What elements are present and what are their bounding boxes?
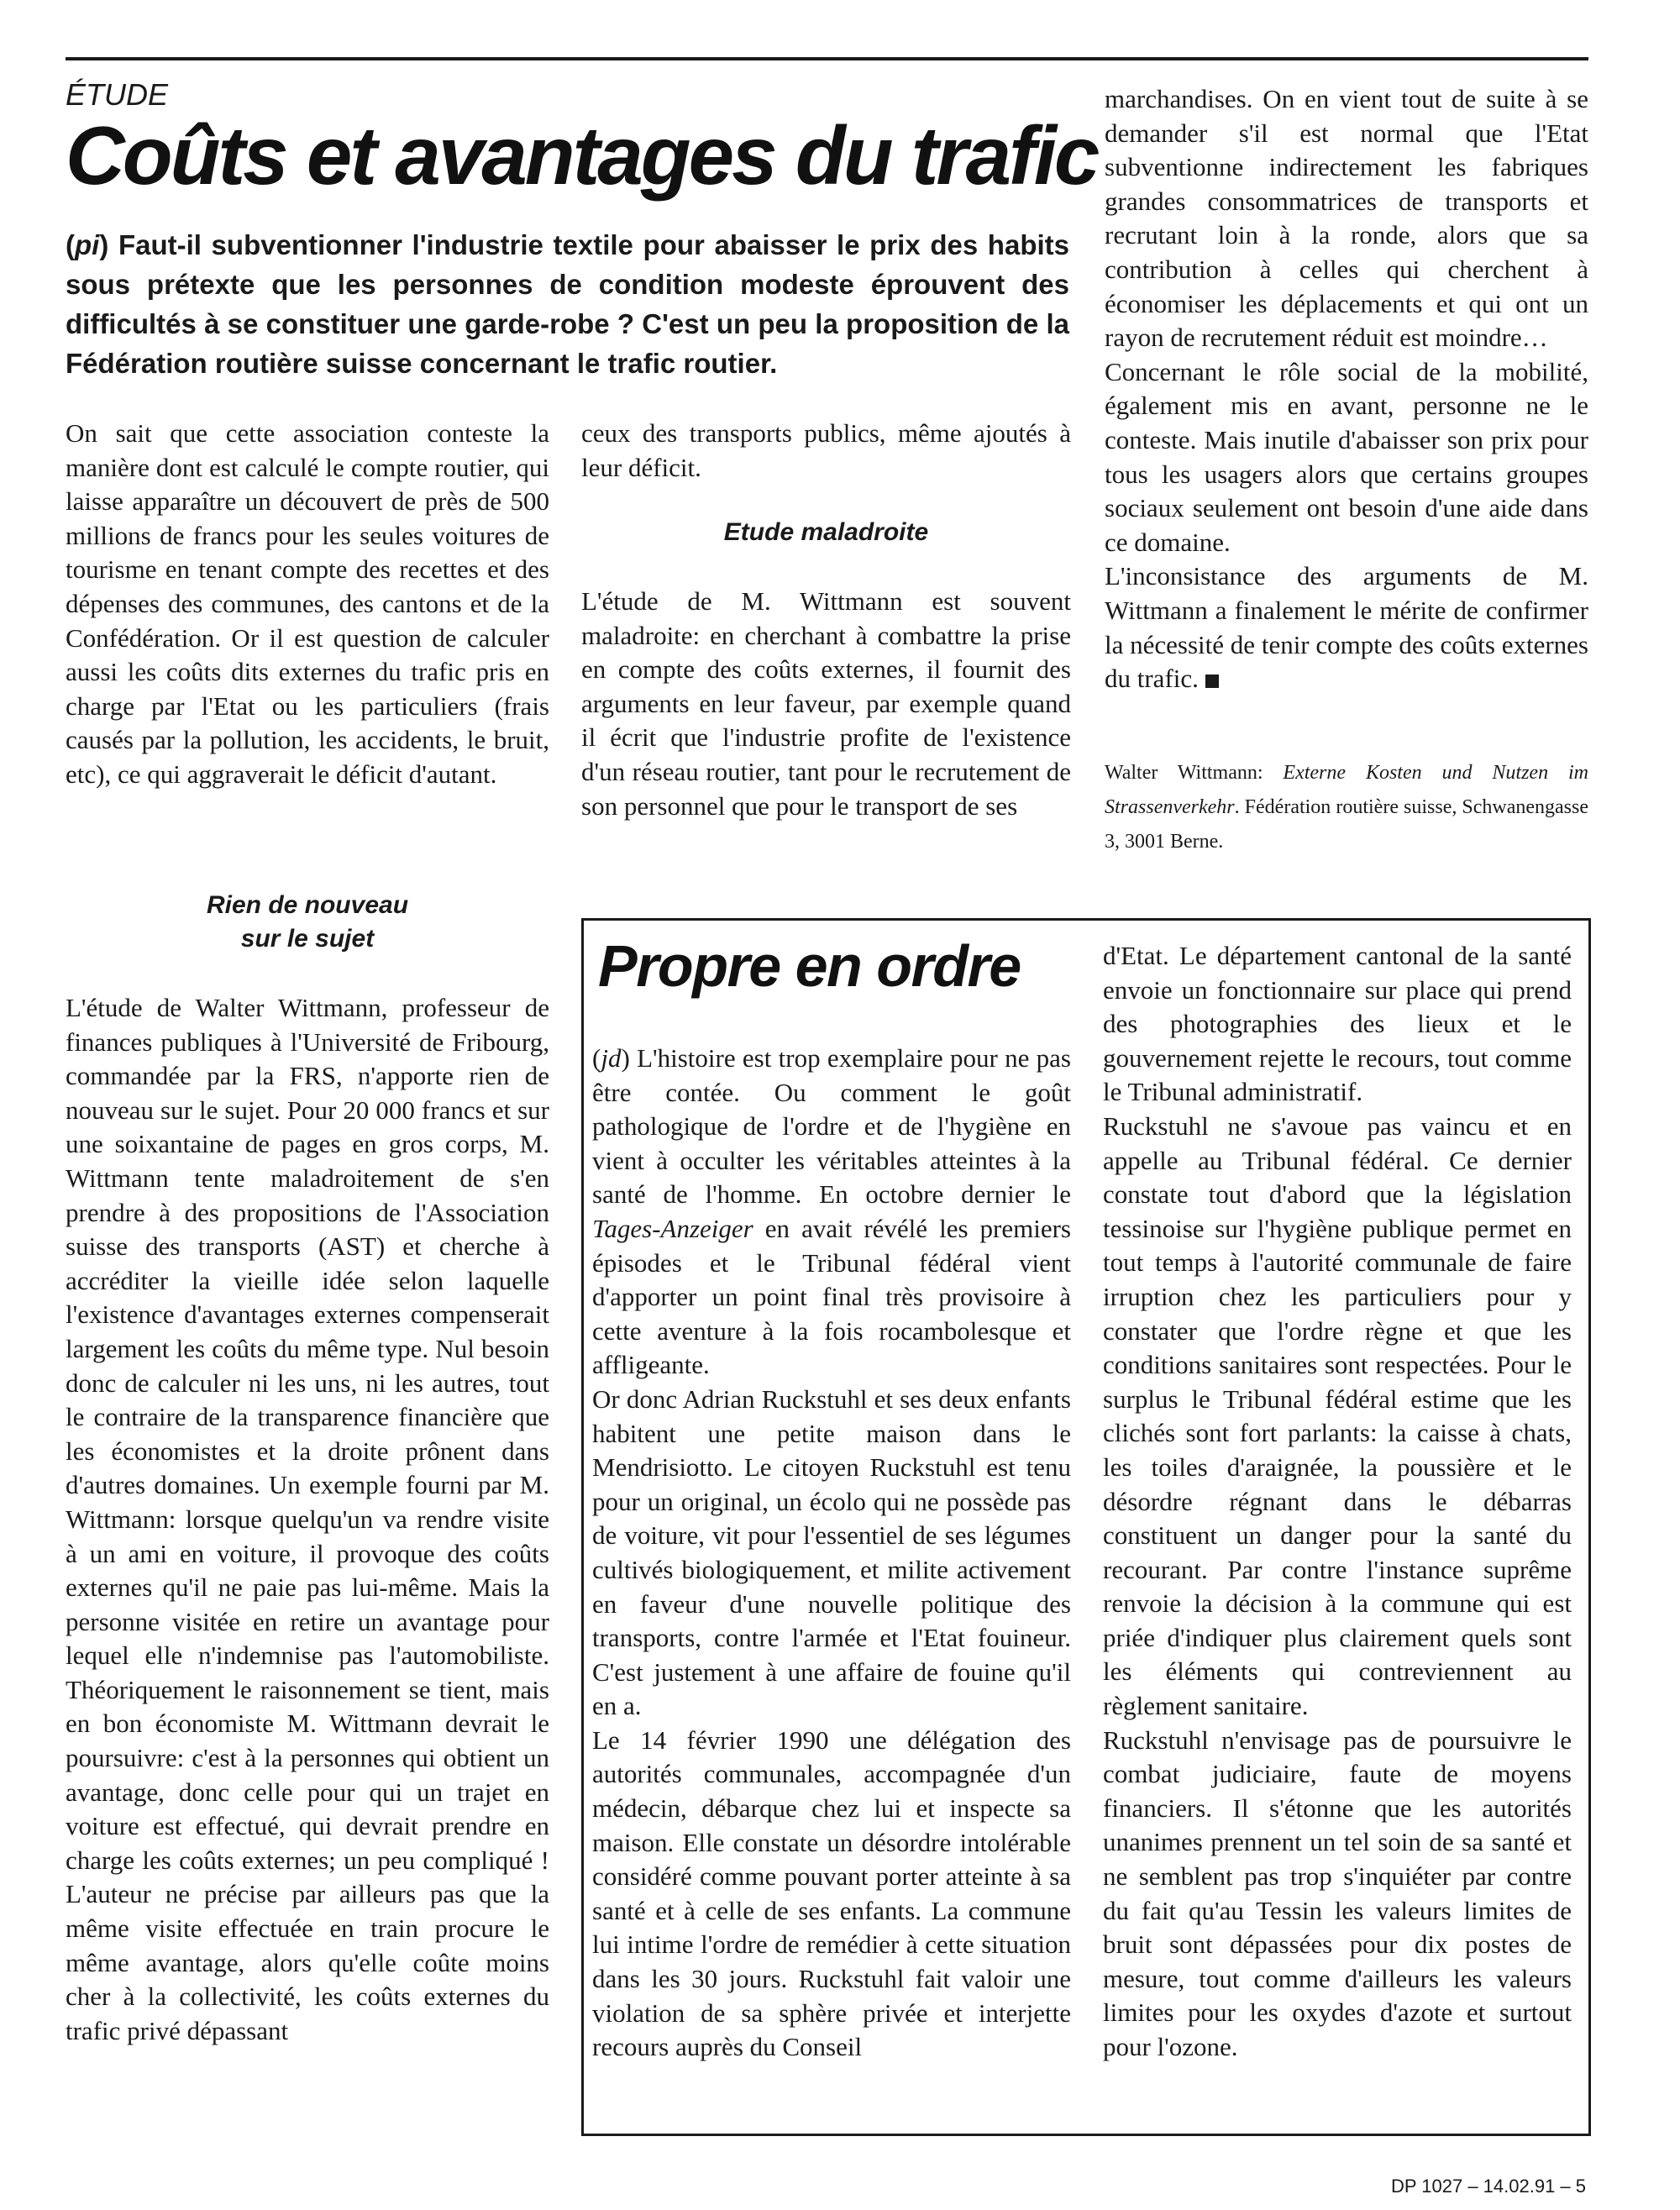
paragraph-final: [1105, 559, 1588, 696]
subheading-rien-de-nouveau: [66, 889, 549, 956]
paragraph: L'étude de Walter Wittmann, professeur de finances publiques à l'Université de Fribourg, commandée par la FRS, n'apporte rien de nouveau sur le sujet. Pour 20 000 francs et sur une soixantaine de pages en gros corps, M. Wittmann tente maladroitement de s'en prendre à des propositions de l'Association suisse des transports (AST) et cherche à accréditer la vieille idée selon laquelle l'existence d'avantages externes compenserait largement les coûts du même type. Nul besoin donc de calculer ni les uns, ni les autres, tout le contraire de la transparence financière que les économistes et la droite prônent dans d'autres domaines. Un exemple fourni par M. Wittmann: lorsque quelqu'un va rendre visite à un ami en voiture, il provoque des coûts externes qu'il ne paie pas lui-même. Mais la personne visitée en retire un avantage pour lequel elle n'indemnise pas l'automobiliste. Théoriquement le raisonnement se tient, mais en bon économiste M. Wittmann devrait le poursuivre: c'est à la personnes qui obtient un avantage, donc celle pour qui un trajet en voiture est effectué, qui devrait prendre en charge les coûts externes; un peu compliqué ! L'auteur ne précise par ailleurs pas que la même visite effectuée en train procure le même avantage, alors qu'elle coûte moins cher à la collectivité, les coûts externes du trafic privé dépassant: [66, 993, 549, 2045]
paragraph: ceux des transports publics, même ajoutés à leur déficit.: [581, 418, 1071, 482]
end-of-article-mark: [1205, 675, 1219, 688]
subheading-etude-maladroite: Etude maladroite: [723, 518, 929, 546]
article1-col1-body: [66, 991, 549, 2048]
reference-title: Externe Kosten und Nutzen im Strassenverkehr: [1105, 762, 1588, 818]
top-rule: [66, 57, 1588, 60]
article2-col1: [592, 1042, 1071, 2065]
article-lead: (pi) Faut-il subventionner l'industrie textile pour abaisser le prix des habits sous prétexte que les personnes de condition modeste éprouvent des difficultés à se constituer une garde-robe ? C'est un peu la proposition de la Fédération routière suisse concernant le trafic routier.: [66, 229, 1069, 379]
reference-author: Walter Wittmann:: [1105, 762, 1284, 784]
reference-publisher: . Fédération routière suisse, Schwanengasse 3, 3001 Berne.: [1105, 796, 1588, 853]
paragraph-text: L'inconsistance des arguments de M. Wittmann a finalement le mérite de confirmer la nécessité de tenir compte des coûts externes du trafic.: [1105, 561, 1588, 694]
article-title: Coûts et avantages du trafic: [66, 109, 1098, 202]
paragraph: Le 14 février 1990 une délégation des autorités communales, accompagnée d'un médecin, débarque chez lui et inspecte sa maison. Elle constate un désordre intolérable considéré comme pouvant porter atteinte à sa santé et à celle de ses enfants. La commune lui intime l'ordre de remédier à cette situation dans les 30 jours. Ruckstuhl fait valoir une violation de sa sphère privée et interjette recours auprès du Conseil: [592, 1724, 1071, 2062]
lead-text: Faut-il subventionner l'industrie textile pour abaisser le prix des habits sous prétexte que les personnes de condition modeste éprouvent des difficultés à se constituer une garde-robe ? C'est un peu la proposition de la Fédération routière suisse concernant le trafic routier.: [66, 229, 1069, 379]
paragraph: Or donc Adrian Ruckstuhl et ses deux enfants habitent une petite maison dans le Mendrisiotto. Le citoyen Ruckstuhl est tenu pour un original, un écolo qui ne possède pas de voiture, vit pour l'essentiel de ses légumes cultivés biologiquement, et milite activement en faveur d'une nouvelle politique des transports, contre l'armée et l'Etat fouineur. C'est justement à une affaire de fouine qu'il en a.: [592, 1383, 1071, 1721]
section-kicker: ÉTUDE: [66, 77, 169, 112]
article2-col2: [1103, 939, 1572, 2065]
newspaper-name: Tages-Anzeiger: [592, 1213, 753, 1243]
paragraph: Concernant le rôle social de la mobilité, également mis en avant, personne ne le conteste. Mais inutile d'abaisser son prix pour tous les usagers alors que certains groupes sociaux seulement ont besoin d'une aide dans ce domaine.: [1105, 356, 1588, 557]
paragraph: On sait que cette association conteste la manière dont est calculé le compte routier, qui laisse apparaître un découvert de près de 500 millions de francs pour les seules voitures de tourisme en tenant compte des recettes et des dépenses des communes, des cantons et de la Confédération. Or il est question de calculer aussi les coûts dits externes du trafic pris en charge par l'Etat ou les particuliers (frais causés par la pollution, les accidents, le bruit, etc), ce qui aggraverait le déficit d'autant.: [66, 418, 549, 789]
article1-col3: [1105, 82, 1588, 696]
paragraph: Ruckstuhl ne s'avoue pas vaincu et en appelle au Tribunal fédéral. Ce dernier constate tout d'abord que la législation tessinoise sur l'hygiène publique permet en tout temps à l'autorité communale de faire irruption chez les particuliers pour y constater que l'ordre règne et que les conditions sanitaires sont respectées. Pour le surplus le Tribunal fédéral estime que les clichés sont fort parlants: la caisse à chats, les toiles d'araignée, la poussière et le désordre régnant dans le débarras constituent un danger pour la santé du recourant. Par contre l'instance suprême renvoie la décision à la commune qui est priée d'indiquer plus clairement quels sont les éléments qui contreviennent au règlement sanitaire.: [1103, 1110, 1572, 1721]
subheading-line: sur le sujet: [240, 925, 375, 953]
paragraph-text: en avait révélé les premiers épisodes et le Tribunal fédéral vient d'apporter un point final très provisoire à cette aventure à la fois rocambolesque et affligeante.: [592, 1213, 1071, 1380]
subheading-line: Rien de nouveau: [206, 891, 409, 919]
paragraph: Ruckstuhl n'envisage pas de poursuivre le combat judiciaire, faute de moyens financiers. Il s'étonne que les autorités unanimes prennent un tel soin de sa santé et ne semblent pas trop s'inquiéter par contre du fait qu'au Tessin les valeurs limites de bruit sont dépassées pour dix postes de mesure, tout comme d'ailleurs les valeurs limites pour les oxydes d'azote et surtout pour l'ozone.: [1103, 1724, 1572, 2061]
bibliographic-reference: [1105, 756, 1588, 859]
author-tag: jd: [601, 1043, 622, 1073]
paragraph-text: L'histoire est trop exemplaire pour ne pas être contée. Ou comment le goût pathologique de l'ordre et de l'hygiène en vient à occulter les véritables atteintes à la santé de l'homme. En octobre dernier le: [592, 1043, 1071, 1210]
lead-author-tag: pi: [75, 229, 100, 260]
page-footer: DP 1027 – 14.02.91 – 5: [1390, 2176, 1586, 2197]
article1-col2-body: [581, 585, 1071, 823]
boxed-article-title: Propre en ordre: [598, 933, 1021, 999]
article1-col1-intro: [66, 417, 549, 792]
paragraph: d'Etat. Le département cantonal de la santé envoie un fonctionnaire sur place qui prend des photographies des lieux et le gouvernement rejette le recours, tout comme le Tribunal administratif.: [1103, 941, 1572, 1107]
paragraph: (jd) L'histoire est trop exemplaire pour ne pas être contée. Ou comment le goût pathologique de l'ordre et de l'hygiène en vient à occulter les véritables atteintes à la santé de l'homme. En octobre dernier le Tages-Anzeiger en avait révélé les premiers épisodes et le Tribunal fédéral vient d'apporter un point final très provisoire à cette aventure à la fois rocambolesque et affligeante.: [592, 1043, 1071, 1380]
article1-col2-top: [581, 417, 1071, 485]
paragraph: L'étude de M. Wittmann est souvent maladroite: en cherchant à combattre la prise en compte des coûts externes, il fournit des arguments en leur faveur, par exemple quand il écrit que l'industrie profite de l'existence d'un réseau routier, tant pour le recrutement de son personnel que pour le transport de ses: [581, 586, 1071, 821]
paragraph: marchandises. On en vient tout de suite à se demander s'il est normal que l'Etat subventionne indirectement les fabriques grandes consommatrices de transports et recrutant loin à la ronde, alors que sa contribution à celles qui cherchent à économiser les déplacements et qui ont un rayon de recrutement réduit est moindre…: [1105, 84, 1588, 353]
